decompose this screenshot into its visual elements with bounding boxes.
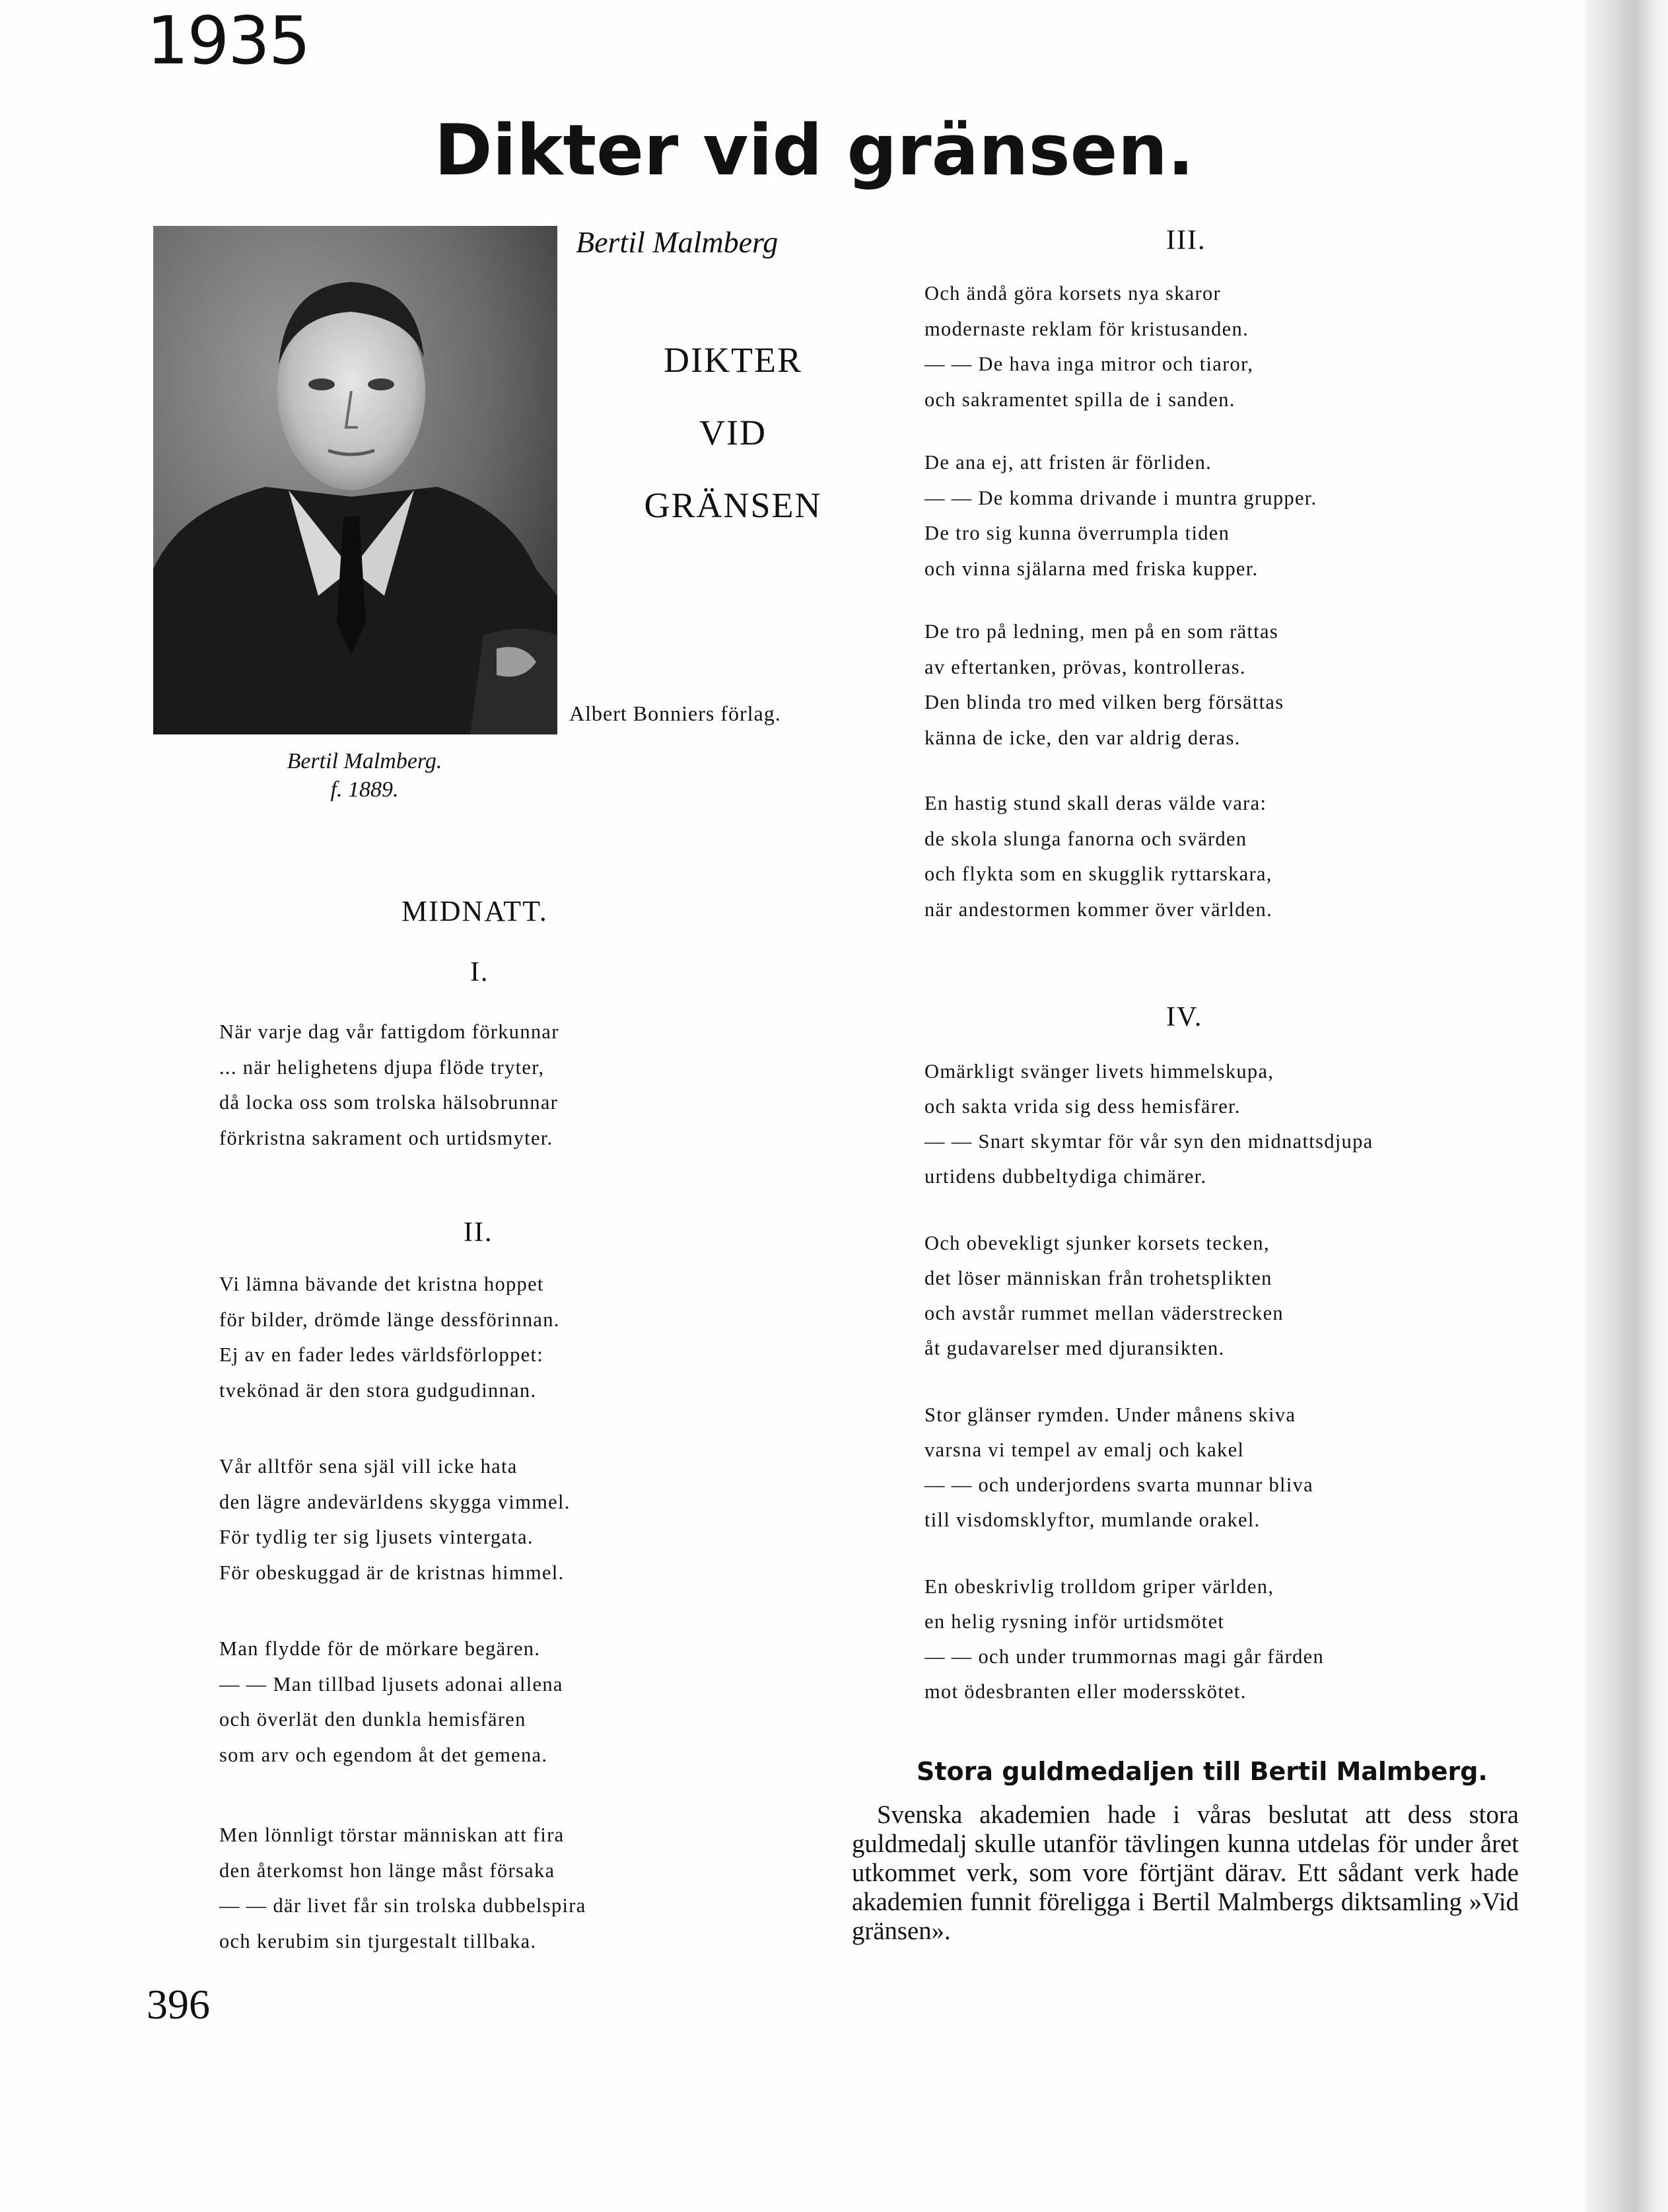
verse-line: Och ändå göra korsets nya skaror	[924, 282, 1221, 304]
portrait-caption-name: Bertil Malmberg.	[287, 749, 442, 773]
verse-line: en helig rysning inför urtidsmötet	[924, 1610, 1225, 1633]
verse-line: de skola slunga fanorna och svärden	[924, 827, 1247, 850]
book-cover-author: Bertil Malmberg	[576, 225, 779, 259]
article-title-text: Dikter vid gränsen.	[434, 110, 1195, 191]
verse-line: — — De hava inga mitror och tiaror,	[924, 353, 1254, 375]
verse-line: ... när helighetens djupa flöde tryter,	[219, 1055, 545, 1079]
verse-line: när andestormen kommer över världen.	[924, 898, 1272, 921]
verse-line: Vår alltför sena själ vill icke hata	[219, 1455, 518, 1478]
verse-line: För obeskuggad är de kristnas himmel.	[219, 1561, 565, 1584]
stanza	[924, 614, 1284, 756]
verse-line: — — och under trummornas magi går färden	[924, 1645, 1325, 1668]
stanza	[219, 1818, 586, 1959]
portrait-illustration	[153, 226, 557, 734]
verse-line: — — där livet får sin trolska dubbelspira	[219, 1894, 586, 1917]
verse-line: av eftertanken, prövas, kontrolleras.	[924, 655, 1246, 678]
verse-line: och överlät den dunkla hemisfären	[219, 1708, 526, 1730]
medal-article-heading: Stora guldmedaljen till Bertil Malmberg.	[917, 1757, 1488, 1786]
verse-line: den återkomst hon länge måst försaka	[219, 1859, 555, 1882]
part-numeral-3: III.	[1166, 225, 1206, 256]
verse-line: — — och underjordens svarta munnar bliva	[924, 1474, 1313, 1496]
book-cover-publisher: Albert Bonniers förlag.	[569, 701, 781, 725]
portrait-caption-born: f. 1889.	[330, 777, 399, 802]
verse-line: — — De komma drivande i muntra grupper.	[924, 486, 1317, 509]
verse-line: och flykta som en skugglik ryttarskara,	[924, 863, 1272, 885]
verse-line: den lägre andevärldens skygga vimmel.	[219, 1490, 571, 1513]
book-cover-title	[581, 324, 885, 542]
verse-line: — — Snart skymtar för vår syn den midnattsdjupa	[924, 1130, 1373, 1153]
portrait-caption	[232, 748, 497, 804]
verse-line: känna de icke, den var aldrig deras.	[924, 726, 1241, 749]
stanza	[219, 1449, 571, 1590]
stanza	[219, 1631, 563, 1773]
verse-line: urtidens dubbeltydiga chimärer.	[924, 1165, 1207, 1188]
verse-line: tvekönad är den stora gudgudinnan.	[219, 1378, 537, 1402]
verse-line: Och obevekligt sjunker korsets tecken,	[924, 1232, 1270, 1254]
verse-line: — — Man tillbad ljusets adonai allena	[219, 1672, 563, 1695]
poem-title: MIDNATT.	[401, 895, 548, 927]
year-heading: 1935	[147, 2, 310, 79]
medal-article-body: Svenska akademien hade i våras beslutat att dess stora guldmedalj skulle utanför tävlingen kunna utdelas för under året utkommet verk, som vore förtjänt därav. Ett sådant verk hade akademien funnit föreligga i Bertil Malmbergs diktsamling »Vid gränsen».	[852, 1801, 1519, 1945]
verse-line: Den blinda tro med vilken berg försättas	[924, 691, 1284, 713]
verse-line: och sakta vrida sig dess hemisfärer.	[924, 1095, 1241, 1118]
stanza	[924, 276, 1253, 417]
part-numeral-1: I.	[470, 957, 489, 987]
stanza	[924, 1398, 1313, 1538]
book-cover-title-line: DIKTER	[664, 340, 802, 380]
verse-line: När varje dag vår fattigdom förkunnar	[219, 1020, 559, 1043]
stanza	[924, 1226, 1284, 1366]
book-cover-title-line: VID	[699, 413, 767, 452]
stanza	[924, 445, 1317, 587]
verse-line: och avstår rummet mellan väderstrecken	[924, 1302, 1284, 1324]
page-edge-shadow	[1585, 0, 1668, 2212]
verse-line: till visdomsklyftor, mumlande orakel.	[924, 1509, 1261, 1531]
verse-line: mot ödesbranten eller modersskötet.	[924, 1680, 1247, 1703]
stanza	[924, 1054, 1373, 1194]
verse-line: De tro sig kunna överrumpla tiden	[924, 522, 1230, 544]
verse-line: Men lönnligt törstar människan att fira	[219, 1824, 565, 1846]
verse-line: En hastig stund skall deras välde vara:	[924, 792, 1267, 814]
verse-line: modernaste reklam för kristusanden.	[924, 317, 1249, 340]
stanza	[924, 786, 1272, 927]
part-numeral-4: IV.	[1166, 1002, 1203, 1032]
part-numeral-2: II.	[464, 1217, 493, 1248]
verse-line: då locka oss som trolska hälsobrunnar	[219, 1091, 559, 1114]
verse-line: varsna vi tempel av emalj och kakel	[924, 1439, 1245, 1461]
verse-line: som arv och egendom åt det gemena.	[219, 1743, 548, 1766]
stanza	[219, 1015, 559, 1156]
verse-line: De ana ej, att fristen är förliden.	[924, 451, 1212, 474]
verse-line: Omärkligt svänger livets himmelskupa,	[924, 1060, 1274, 1083]
page-number: 396	[147, 1981, 210, 2028]
verse-line: För tydlig ter sig ljusets vintergata.	[219, 1526, 534, 1548]
verse-line: Ej av en fader ledes världsförloppet:	[219, 1343, 544, 1366]
author-portrait	[153, 226, 557, 734]
verse-line: En obeskrivlig trolldom griper världen,	[924, 1575, 1274, 1598]
verse-line: för bilder, drömde länge dessförinnan.	[219, 1308, 560, 1331]
verse-line: och sakramentet spilla de i sanden.	[924, 388, 1235, 411]
verse-line: Man flydde för de mörkare begären.	[219, 1637, 541, 1660]
article-title	[0, 110, 1668, 191]
verse-line: det löser människan från trohetsplikten	[924, 1267, 1272, 1289]
stanza	[924, 1569, 1324, 1709]
verse-line: och kerubim sin tjurgestalt tillbaka.	[219, 1929, 537, 1952]
verse-line: De tro på ledning, men på en som rättas	[924, 620, 1279, 643]
verse-line: åt gudavarelser med djuransikten.	[924, 1337, 1225, 1359]
book-cover-title-line: GRÄNSEN	[644, 485, 822, 525]
stanza	[219, 1267, 560, 1408]
verse-line: Stor glänser rymden. Under månens skiva	[924, 1404, 1296, 1426]
verse-line: Vi lämna bävande det kristna hoppet	[219, 1273, 544, 1295]
verse-line: förkristna sakrament och urtidsmyter.	[219, 1126, 553, 1149]
verse-line: och vinna själarna med friska kupper.	[924, 557, 1259, 580]
